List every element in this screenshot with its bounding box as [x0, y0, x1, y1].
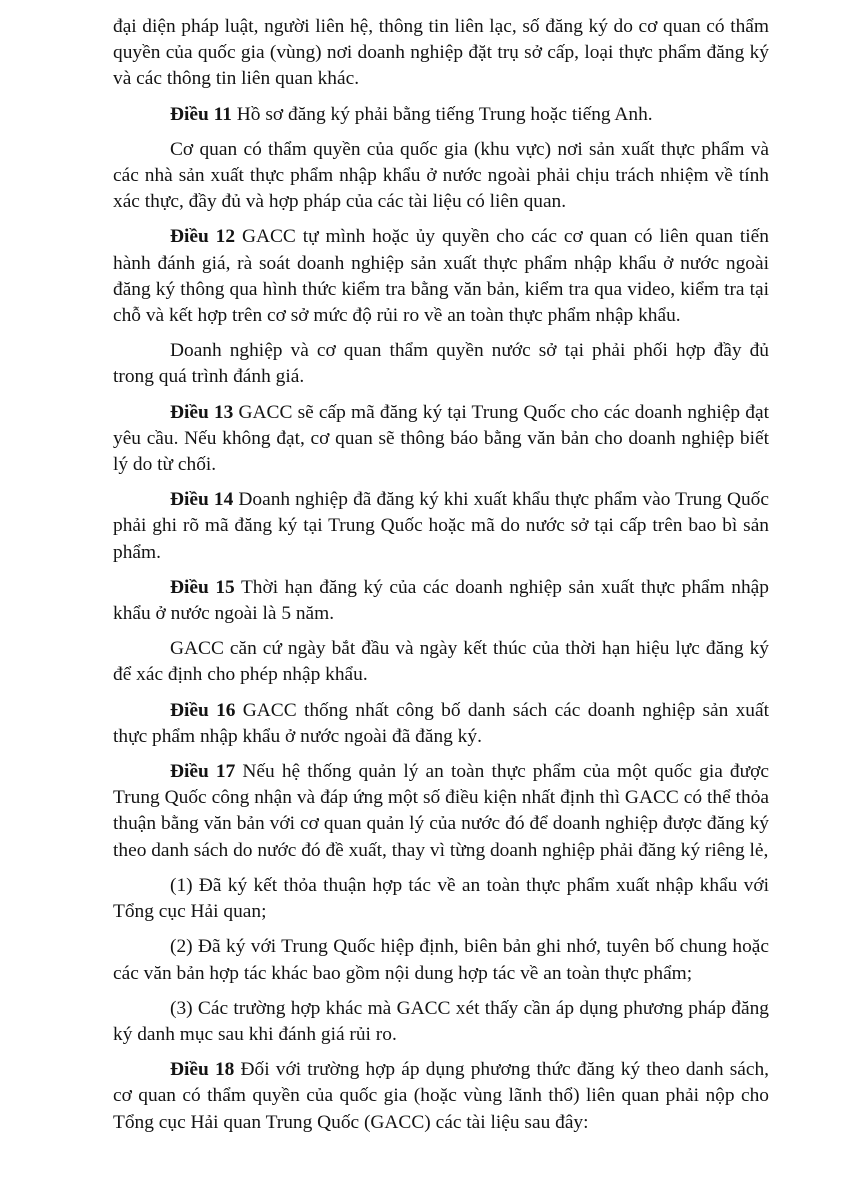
paragraph [113, 137, 769, 216]
list-item-2 [113, 934, 769, 986]
paragraph-text: GACC sẽ cấp mã đăng ký tại Trung Quốc cho các doanh nghiệp đạt yêu cầu. Nếu không đạt, cơ quan sẽ thông báo bằng văn bản cho doanh nghiệp biết lý do từ chối. [113, 401, 769, 476]
paragraph-text: Thời hạn đăng ký của các doanh nghiệp sản xuất thực phẩm nhập khẩu ở nước ngoài là 5 năm. [113, 576, 769, 625]
article-label: Điều 12 [170, 226, 236, 248]
paragraph-text: Nếu hệ thống quản lý an toàn thực phẩm của một quốc gia được Trung Quốc công nhận và đáp ứng một số điều kiện nhất định thì GACC có thể thỏa thuận bằng văn bản với cơ quan quản lý của nước đó để doanh nghiệp được đăng ký theo danh sách do nước đó đề xuất, thay vì từng doanh nghiệp phải đăng ký riêng lẻ, [113, 761, 769, 861]
article-18 [113, 1057, 769, 1136]
article-label: Điều 11 [170, 103, 232, 125]
list-item-1 [113, 873, 769, 925]
article-16 [113, 698, 769, 750]
paragraph-text: Hồ sơ đăng ký phải bằng tiếng Trung hoặc tiếng Anh. [231, 103, 653, 125]
article-label: Điều 16 [170, 699, 236, 721]
article-label: Điều 15 [170, 576, 235, 598]
paragraph-text: Cơ quan có thẩm quyền của quốc gia (khu vực) nơi sản xuất thực phẩm và các nhà sản xuất thực phẩm nhập khẩu ở nước ngoài phải chịu trách nhiệm về tính xác thực, đầy đủ và hợp pháp của các tài liệu có liên quan. [113, 138, 769, 213]
article-15 [113, 575, 769, 627]
list-item-3 [113, 996, 769, 1048]
paragraph-continuation [113, 14, 769, 93]
paragraph-text: (3) Các trường hợp khác mà GACC xét thấy cần áp dụng phương pháp đăng ký danh mục sau khi đánh giá rủi ro. [113, 997, 769, 1045]
paragraph-text: GACC tự mình hoặc ủy quyền cho các cơ quan có liên quan tiến hành đánh giá, rà soát doanh nghiệp sản xuất thực phẩm nhập khẩu ở nước ngoài đăng ký thông qua hình thức kiểm tra bằng văn bản, kiểm tra qua video, kiểm tra tại chỗ và kết hợp trên cơ sở mức độ rủi ro về an toàn thực phẩm nhập khẩu. [113, 226, 769, 327]
paragraph-text: Đối với trường hợp áp dụng phương thức đăng ký theo danh sách, cơ quan có thẩm quyền của quốc gia (hoặc vùng lãnh thổ) liên quan phải nộp cho Tổng cục Hải quan Trung Quốc (GACC) các tài liệu sau đây: [113, 1059, 769, 1133]
article-11 [113, 102, 769, 128]
paragraph-text: GACC thống nhất công bố danh sách các doanh nghiệp sản xuất thực phẩm nhập khẩu ở nước ngoài đã đăng ký. [113, 699, 769, 747]
article-12 [113, 224, 769, 329]
paragraph-text: GACC căn cứ ngày bắt đầu và ngày kết thúc của thời hạn hiệu lực đăng ký để xác định cho phép nhập khẩu. [113, 638, 769, 686]
article-14 [113, 487, 769, 566]
paragraph-text: (2) Đã ký với Trung Quốc hiệp định, biên bản ghi nhớ, tuyên bố chung hoặc các văn bản hợp tác khác bao gồm nội dung hợp tác về an toàn thực phẩm; [113, 936, 769, 984]
article-label: Điều 18 [170, 1059, 235, 1081]
paragraph-text: đại diện pháp luật, người liên hệ, thông tin liên lạc, số đăng ký do cơ quan có thẩm quyền của quốc gia (vùng) nơi doanh nghiệp đặt trụ sở cấp, loại thực phẩm đăng ký và các thông tin liên quan khác. [113, 16, 769, 90]
article-13 [113, 400, 769, 479]
article-label: Điều 13 [170, 401, 234, 423]
article-label: Điều 14 [170, 489, 234, 511]
paragraph [113, 338, 769, 390]
paragraph [113, 636, 769, 688]
paragraph-text: Doanh nghiệp và cơ quan thẩm quyền nước sở tại phải phối hợp đầy đủ trong quá trình đánh giá. [113, 340, 769, 388]
document-page [113, 14, 769, 1145]
article-17 [113, 759, 769, 864]
paragraph-text: (1) Đã ký kết thỏa thuận hợp tác về an toàn thực phẩm xuất nhập khẩu với Tổng cục Hải quan; [113, 874, 769, 923]
article-label: Điều 17 [170, 761, 236, 783]
paragraph-text: Doanh nghiệp đã đăng ký khi xuất khẩu thực phẩm vào Trung Quốc phải ghi rõ mã đăng ký tại Trung Quốc hoặc mã do nước sở tại cấp trên bao bì sản phẩm. [113, 489, 769, 563]
